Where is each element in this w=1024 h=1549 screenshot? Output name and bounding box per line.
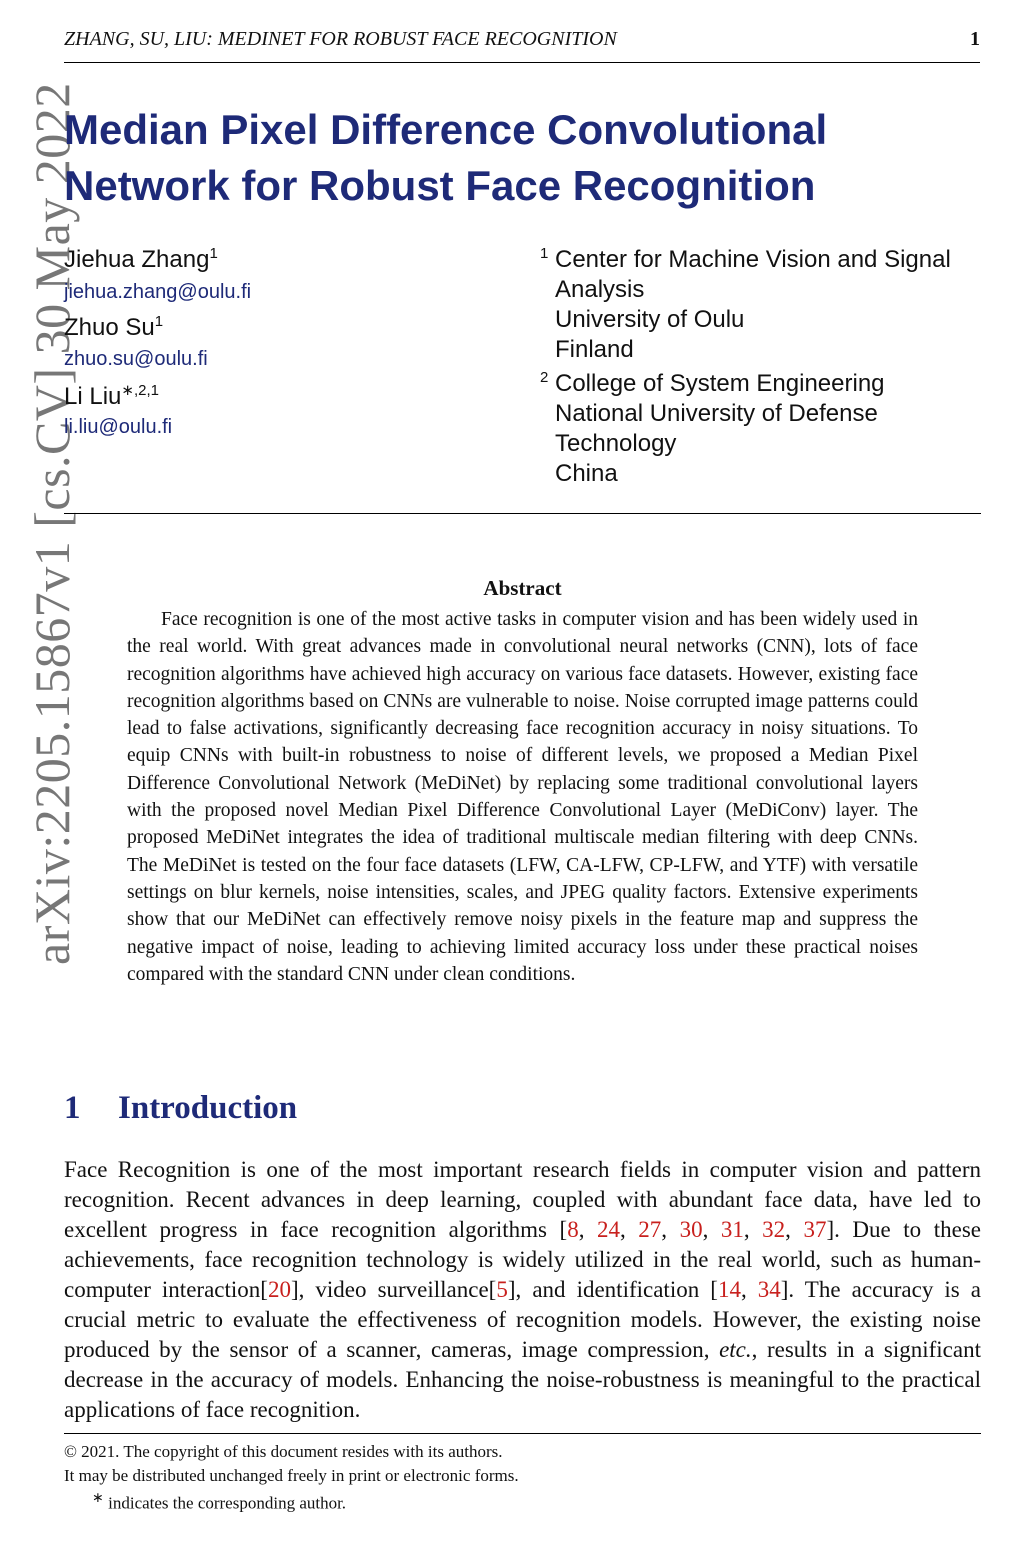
citation-link[interactable]: 30: [679, 1217, 703, 1242]
citation-link[interactable]: 24: [596, 1217, 620, 1242]
citation-link[interactable]: 8: [567, 1217, 579, 1242]
affiliation-2-line: Technology: [555, 430, 677, 457]
author-affil-sup: 1: [209, 245, 218, 262]
intro-etc: etc.: [719, 1337, 752, 1362]
intro-text: , results in a significant decrease in the accuracy of models. Enhancing the noise-robustness is meaningful to the practical applications of face recognition.: [64, 1337, 981, 1422]
affiliation-1-line: University of Oulu: [555, 306, 745, 333]
corresponding-note: [92, 1490, 346, 1514]
affiliation-2-line: China: [555, 460, 618, 487]
author-3: [64, 381, 159, 411]
affiliation-2-number: 2: [540, 369, 549, 386]
citation-link[interactable]: 32: [762, 1217, 786, 1242]
footnote-star: ∗: [92, 1490, 104, 1506]
author-1-email[interactable]: jiehua.zhang@oulu.fi: [64, 281, 252, 303]
section-number: 1: [64, 1090, 81, 1126]
citation-link[interactable]: 31: [720, 1217, 744, 1242]
author-2-email[interactable]: zhuo.su@oulu.fi: [64, 348, 208, 370]
author-affil-sup: 1: [154, 313, 164, 330]
affiliation-2-line: College of System Engineering: [555, 370, 885, 397]
abstract-text: Face recognition is one of the most active tasks in computer vision and has been widely used in the real world. With great advances made in convolutional neural networks (CNN), lots of face recognition algorithms have achieved high accuracy on various face datasets. However, existing face recognition algorithms based on CNNs are vulnerable to noise. Noise corrupted image patterns could lead to false activations, significantly decreasing face recognition accuracy in noisy situations. To equip CNNs with built-in robustness to noise of different levels, we proposed a Median Pixel Difference Convolutional Network (MeDiNet) by replacing some traditional convolutional layers with the proposed novel Median Pixel Difference Convolutional Layer (MeDiConv) layer. The proposed MeDiNet integrates the idea of traditional multiscale median filtering with deep CNNs. The MeDiNet is tested on the four face datasets (LFW, CA-LFW, CP-LFW, and YTF) with versatile settings on blur kernels, noise intensities, scales, and JPEG quality factors. Extensive experiments show that our MeDiNet can effectively remove noisy pixels in the feature map and suppress the negative impact of noise, leading to achieving limited accuracy loss under these practical noises compared with the standard CNN under clean conditions.: [127, 609, 918, 985]
author-3-email[interactable]: li.liu@oulu.fi: [64, 416, 173, 438]
intro-text: ]. The accuracy is a crucial metric to evaluate the effectiveness of recognition models. However, the existing noise produced by the sensor of a scanner, cameras, image compression,: [64, 1277, 981, 1362]
affiliation-2-line: National University of Defense: [555, 400, 878, 427]
distribution-note: It may be distributed unchanged freely in print or electronic forms.: [64, 1466, 519, 1485]
affiliation-1-line: Center for Machine Vision and Signal: [555, 246, 951, 273]
running-header: [64, 26, 980, 63]
affiliation-1-line: Finland: [555, 336, 634, 363]
affiliation-1-number: 1: [540, 245, 549, 262]
paper-title: [64, 102, 964, 214]
section-heading: [64, 1090, 297, 1127]
running-title: ZHANG, SU, LIU: MEDINET FOR ROBUST FACE RECOGNITION: [64, 28, 617, 50]
author-2: [64, 313, 163, 342]
citation-link[interactable]: 37: [803, 1217, 827, 1242]
intro-text: ]. Due to these achievements, face recognition technology is widely utilized in the real world, such as human-computer interaction[: [64, 1217, 981, 1302]
intro-text: ], and identification [: [507, 1277, 718, 1302]
copyright-note: © 2021. The copyright of this document resides with its authors.: [64, 1442, 503, 1461]
citation-link[interactable]: 14: [717, 1277, 741, 1302]
intro-text: ], video surveillance[: [290, 1277, 497, 1302]
title-line-2: Network for Robust Face Recognition: [64, 162, 816, 209]
intro-text: Face Recognition is one of the most important research fields in computer vision and pattern recognition. Recent advances in deep learning, coupled with abundant face data, have led to excellent progress in face recognition algorithms [: [64, 1157, 981, 1242]
author-affil-sup: ,2,1: [133, 382, 159, 399]
title-line-1: Median Pixel Difference Convolutional: [64, 106, 828, 153]
abstract-heading: Abstract: [483, 576, 562, 600]
author-name: Li Liu: [64, 383, 122, 410]
citation-link[interactable]: 34: [757, 1277, 781, 1302]
corresponding-text: indicates the corresponding author.: [108, 1493, 347, 1513]
author-name: Zhuo Su: [64, 314, 155, 341]
affiliation-1-line: Analysis: [555, 276, 645, 303]
corresponding-star: ∗: [121, 382, 134, 399]
author-1: [64, 245, 218, 274]
intro-paragraph: Face Recognition is one of the most important research fields in computer vision and pattern recognition. Recent advances in deep learning, coupled with abundant face data, have led to excellent progress in face recognition algorithms [8, 24, 27, 30, 31, 32, 37]. Due to these achievements, face recognition technology is widely utilized in the real world, such as human-computer interaction[20], video surveillance[5], and identification [14, 34]. The accuracy is a crucial metric to evaluate the effectiveness of recognition models. However, the existing noise produced by the sensor of a scanner, cameras, image compression, etc., results in a significant decrease in the accuracy of models. Enhancing the noise-robustness is meaningful to the practical applications of face recognition.: [64, 1157, 981, 1422]
header-divider: [64, 513, 981, 514]
section-title: Introduction: [118, 1090, 298, 1126]
footnote-divider: [64, 1433, 981, 1434]
author-name: Jiehua Zhang: [64, 246, 210, 273]
arxiv-side-stamp: arXiv:2205.15867v1 [cs.CV] 30 May 2022: [24, 82, 80, 965]
page-number: 1: [970, 28, 980, 50]
citation-link[interactable]: 5: [496, 1277, 508, 1302]
citation-link[interactable]: 20: [267, 1277, 291, 1302]
citation-link[interactable]: 27: [638, 1217, 662, 1242]
